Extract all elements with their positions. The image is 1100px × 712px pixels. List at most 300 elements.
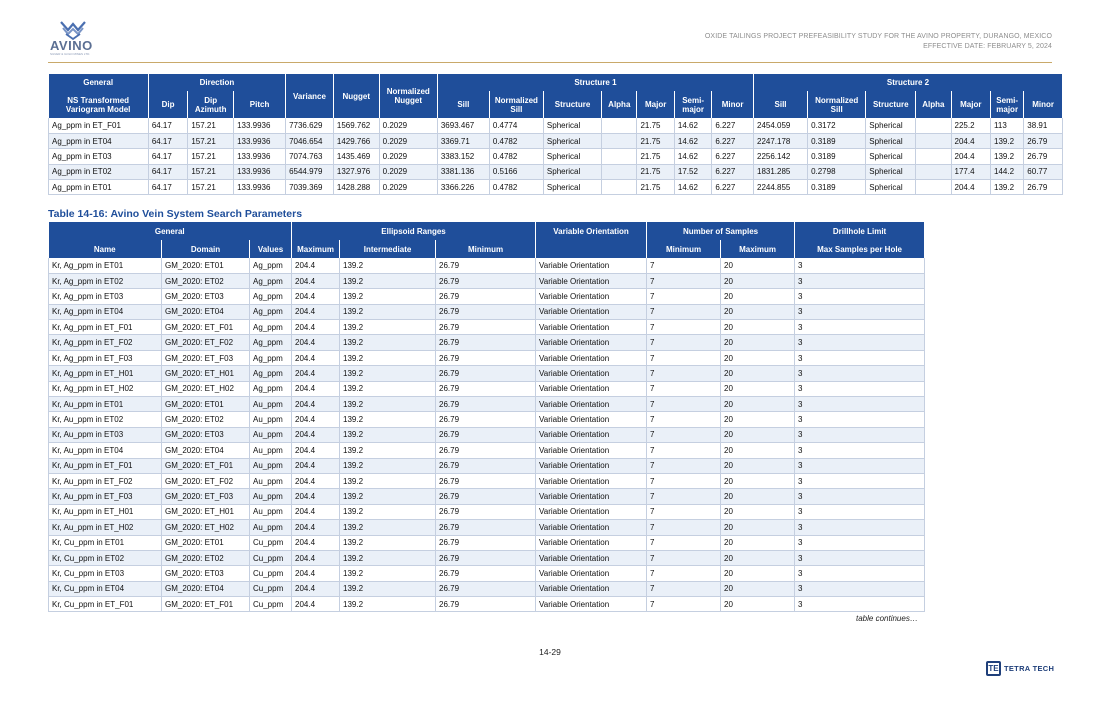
table-cell: 0.4782 xyxy=(489,180,543,195)
table-cell: Spherical xyxy=(543,149,601,164)
table-cell: 20 xyxy=(721,489,795,504)
col-values: Values xyxy=(250,240,292,258)
table-cell: GM_2020: ET_F02 xyxy=(162,335,250,350)
table-cell: 26.79 xyxy=(436,258,536,273)
table-cell: 139.2 xyxy=(340,320,436,335)
table-cell: 0.2798 xyxy=(808,164,866,179)
table-cell: 139.2 xyxy=(340,273,436,288)
table-cell: GM_2020: ET_F01 xyxy=(162,597,250,612)
col-s1-structure: Structure xyxy=(543,91,601,118)
table-cell: 139.2 xyxy=(340,550,436,565)
table-cell: 157.21 xyxy=(188,164,234,179)
table-cell: 204.4 xyxy=(292,550,340,565)
table-cell: 0.2029 xyxy=(379,118,437,133)
table-cell: 7 xyxy=(647,550,721,565)
table-cell: GM_2020: ET02 xyxy=(162,412,250,427)
table-cell: Au_ppm xyxy=(250,473,292,488)
table-cell: Variable Orientation xyxy=(536,289,647,304)
table-cell: Variable Orientation xyxy=(536,443,647,458)
col-s2-minor: Minor xyxy=(1024,91,1063,118)
table-row xyxy=(49,504,925,519)
table-row xyxy=(49,258,925,273)
col-name: Name xyxy=(49,240,162,258)
table-row xyxy=(49,149,1063,164)
table-cell: 204.4 xyxy=(292,443,340,458)
table-cell: Cu_ppm xyxy=(250,581,292,596)
table-cell: 139.2 xyxy=(340,566,436,581)
table-cell: Au_ppm xyxy=(250,412,292,427)
table-cell: 204.4 xyxy=(292,597,340,612)
table-cell xyxy=(916,133,951,148)
table-cell: Spherical xyxy=(543,164,601,179)
table-cell: Kr, Ag_ppm in ET_H01 xyxy=(49,366,162,381)
table-cell: Kr, Ag_ppm in ET03 xyxy=(49,289,162,304)
table-cell: GM_2020: ET_H02 xyxy=(162,381,250,396)
table-cell: 139.2 xyxy=(340,366,436,381)
table-cell: 139.2 xyxy=(340,473,436,488)
table-cell xyxy=(602,164,637,179)
table-cell: Variable Orientation xyxy=(536,273,647,288)
table-row xyxy=(49,535,925,550)
table-cell xyxy=(602,118,637,133)
table-cell: GM_2020: ET01 xyxy=(162,258,250,273)
table-cell: Kr, Cu_ppm in ET01 xyxy=(49,535,162,550)
table-cell: 204.4 xyxy=(292,504,340,519)
table-cell: 2454.059 xyxy=(754,118,808,133)
table-cell: 26.79 xyxy=(436,304,536,319)
table-cell: 139.2 xyxy=(340,535,436,550)
table-cell: Variable Orientation xyxy=(536,412,647,427)
group-direction: Direction xyxy=(148,74,285,91)
table-cell: Kr, Ag_ppm in ET_F03 xyxy=(49,350,162,365)
table-cell: Ag_ppm xyxy=(250,258,292,273)
table-cell: 204.4 xyxy=(292,489,340,504)
table-cell: Au_ppm xyxy=(250,397,292,412)
table-cell: 3 xyxy=(795,473,925,488)
avino-logo-icon xyxy=(58,18,88,40)
table-cell: 7 xyxy=(647,335,721,350)
table-cell: Au_ppm xyxy=(250,489,292,504)
table-cell: Variable Orientation xyxy=(536,458,647,473)
table-cell: 204.4 xyxy=(292,350,340,365)
col-s1-normalized-sill: Normalized Sill xyxy=(489,91,543,118)
group-structure-2: Structure 2 xyxy=(754,74,1063,91)
table-cell: 7736.629 xyxy=(286,118,334,133)
table-cell: Kr, Cu_ppm in ET03 xyxy=(49,566,162,581)
table-cell: 133.9936 xyxy=(234,180,286,195)
table-cell: 26.79 xyxy=(436,289,536,304)
col-minimum: Minimum xyxy=(436,240,536,258)
table-cell: 7 xyxy=(647,566,721,581)
table-cell: 204.4 xyxy=(292,427,340,442)
table-cell: 7074.763 xyxy=(286,149,334,164)
table-cell: 204.4 xyxy=(292,581,340,596)
table-cell: 157.21 xyxy=(188,149,234,164)
table-cell: 204.4 xyxy=(292,566,340,581)
table-cell: 3 xyxy=(795,550,925,565)
table-cell: Variable Orientation xyxy=(536,320,647,335)
table-cell: 7 xyxy=(647,458,721,473)
table-cell: 139.2 xyxy=(340,458,436,473)
table-cell: 3 xyxy=(795,320,925,335)
table-cell: Ag_ppm in ET01 xyxy=(49,180,149,195)
logo-subtitle: SILVER & GOLD MINES LTD. xyxy=(50,52,91,56)
table2-caption: Table 14-16: Avino Vein System Search Parameters xyxy=(48,208,303,220)
table-cell: Spherical xyxy=(866,149,916,164)
table-cell: GM_2020: ET03 xyxy=(162,289,250,304)
table-cell: Variable Orientation xyxy=(536,397,647,412)
table-cell: 204.4 xyxy=(292,381,340,396)
table-cell: Au_ppm xyxy=(250,520,292,535)
table-cell: 26.79 xyxy=(436,504,536,519)
table-cell: 157.21 xyxy=(188,180,234,195)
table-cell: 3 xyxy=(795,273,925,288)
table-cell: 157.21 xyxy=(188,133,234,148)
table-cell: Spherical xyxy=(866,118,916,133)
col-s2-semi-major: Semi-major xyxy=(991,91,1024,118)
group-number-of-samples: Number of Samples xyxy=(647,222,795,240)
col-s1-alpha: Alpha xyxy=(602,91,637,118)
table-cell: 20 xyxy=(721,535,795,550)
table-cell: 3 xyxy=(795,258,925,273)
col-s2-major: Major xyxy=(951,91,991,118)
table-cell: Variable Orientation xyxy=(536,566,647,581)
table-cell: 0.2029 xyxy=(379,149,437,164)
table-cell: 204.4 xyxy=(292,304,340,319)
table-cell: 26.79 xyxy=(436,581,536,596)
tetra-tech-mark-icon: TE xyxy=(986,661,1001,676)
table-cell: 3366.226 xyxy=(437,180,489,195)
table-row xyxy=(49,397,925,412)
table-cell: Variable Orientation xyxy=(536,381,647,396)
table-cell: 26.79 xyxy=(436,520,536,535)
table-cell: 26.79 xyxy=(436,566,536,581)
table-cell: 20 xyxy=(721,289,795,304)
table-cell: 3381.136 xyxy=(437,164,489,179)
table-cell: 0.3189 xyxy=(808,149,866,164)
col-s1-semi-major: Semi-major xyxy=(674,91,711,118)
table-cell: 26.79 xyxy=(436,443,536,458)
table-row xyxy=(49,118,1063,133)
col-max-samples-per-hole: Max Samples per Hole xyxy=(795,240,925,258)
table-row xyxy=(49,381,925,396)
table-cell: Variable Orientation xyxy=(536,550,647,565)
table-row xyxy=(49,597,925,612)
company-logo xyxy=(46,18,106,60)
table-cell: 1569.762 xyxy=(333,118,379,133)
table-cell xyxy=(916,149,951,164)
table-cell: 7 xyxy=(647,520,721,535)
table-cell: 21.75 xyxy=(637,118,674,133)
table-cell: 20 xyxy=(721,412,795,427)
table-row xyxy=(49,489,925,504)
table-cell: Au_ppm xyxy=(250,443,292,458)
table-cell: 204.4 xyxy=(292,412,340,427)
table-cell: 21.75 xyxy=(637,164,674,179)
table-cell: 20 xyxy=(721,335,795,350)
table-cell: Spherical xyxy=(866,180,916,195)
table-cell: 3 xyxy=(795,304,925,319)
table-cell: Kr, Au_ppm in ET_F03 xyxy=(49,489,162,504)
table-cell: GM_2020: ET_H01 xyxy=(162,504,250,519)
table-cell: 2247.178 xyxy=(754,133,808,148)
table-row xyxy=(49,427,925,442)
table-cell: 7 xyxy=(647,350,721,365)
tetra-tech-logo xyxy=(986,661,1054,676)
table-cell: 26.79 xyxy=(1024,133,1063,148)
table-cell: 6.227 xyxy=(712,149,754,164)
table-cell: Ag_ppm xyxy=(250,366,292,381)
table-cell: Ag_ppm xyxy=(250,381,292,396)
table-cell: 3 xyxy=(795,427,925,442)
table-cell: 7 xyxy=(647,443,721,458)
table-cell: Cu_ppm xyxy=(250,550,292,565)
table-row xyxy=(49,350,925,365)
col-domain: Domain xyxy=(162,240,250,258)
table-cell: Variable Orientation xyxy=(536,581,647,596)
table-cell: Kr, Cu_ppm in ET_F01 xyxy=(49,597,162,612)
table-cell: 204.4 xyxy=(292,535,340,550)
table-cell: Kr, Ag_ppm in ET04 xyxy=(49,304,162,319)
col-s2-sill: Sill xyxy=(754,91,808,118)
table-cell: Variable Orientation xyxy=(536,366,647,381)
table-cell: 20 xyxy=(721,550,795,565)
table-cell: Cu_ppm xyxy=(250,535,292,550)
table-cell: 139.2 xyxy=(340,504,436,519)
table-cell: 7 xyxy=(647,427,721,442)
table-cell: 204.4 xyxy=(951,149,991,164)
table-cell: 3 xyxy=(795,597,925,612)
table2-column-header-row xyxy=(49,240,925,258)
table-cell: 26.79 xyxy=(436,458,536,473)
table1-column-header-row xyxy=(49,91,1063,118)
table-cell: Ag_ppm xyxy=(250,335,292,350)
table-cell: 17.52 xyxy=(674,164,711,179)
table-cell: Variable Orientation xyxy=(536,350,647,365)
table-cell: 204.4 xyxy=(292,520,340,535)
table-row xyxy=(49,520,925,535)
table-cell xyxy=(602,149,637,164)
table-cell: 3 xyxy=(795,412,925,427)
table-cell: 38.91 xyxy=(1024,118,1063,133)
table-cell: 139.2 xyxy=(340,350,436,365)
table-cell: 204.4 xyxy=(292,289,340,304)
table-cell: Spherical xyxy=(866,164,916,179)
table-cell: GM_2020: ET02 xyxy=(162,550,250,565)
table-cell: 139.2 xyxy=(340,381,436,396)
table-cell: 3 xyxy=(795,397,925,412)
table-cell: 139.2 xyxy=(340,489,436,504)
table-cell: 204.4 xyxy=(951,133,991,148)
table-cell: 6544.979 xyxy=(286,164,334,179)
table-cell: Kr, Ag_ppm in ET02 xyxy=(49,273,162,288)
table-cell: 3 xyxy=(795,366,925,381)
table-cell: 3 xyxy=(795,335,925,350)
table-cell: 64.17 xyxy=(148,133,188,148)
table-cell: 20 xyxy=(721,520,795,535)
table-cell: Ag_ppm xyxy=(250,289,292,304)
col-s1-sill: Sill xyxy=(437,91,489,118)
table-cell: 204.4 xyxy=(292,366,340,381)
table-cell: Variable Orientation xyxy=(536,304,647,319)
table-cell: GM_2020: ET_H02 xyxy=(162,520,250,535)
table-cell: 21.75 xyxy=(637,180,674,195)
table-cell: 7 xyxy=(647,381,721,396)
table-cell: 20 xyxy=(721,473,795,488)
table-cell: 7046.654 xyxy=(286,133,334,148)
table-cell: 14.62 xyxy=(674,133,711,148)
table-cell: 3 xyxy=(795,504,925,519)
col-pitch: Pitch xyxy=(234,91,286,118)
table-cell: 26.79 xyxy=(436,412,536,427)
table-cell: 26.79 xyxy=(436,550,536,565)
page-number: 14-29 xyxy=(539,647,561,657)
table-row xyxy=(49,164,1063,179)
table-cell: Spherical xyxy=(543,180,601,195)
col-dip: Dip xyxy=(148,91,188,118)
table-cell: 3693.467 xyxy=(437,118,489,133)
table-cell: 3369.71 xyxy=(437,133,489,148)
table-cell: Cu_ppm xyxy=(250,597,292,612)
table-cell: 7039.369 xyxy=(286,180,334,195)
table-cell: Kr, Au_ppm in ET04 xyxy=(49,443,162,458)
table-cell: 7 xyxy=(647,597,721,612)
table-cell: 204.4 xyxy=(292,273,340,288)
table-cell: Cu_ppm xyxy=(250,566,292,581)
table-cell xyxy=(602,180,637,195)
table-cell: Variable Orientation xyxy=(536,597,647,612)
table-cell: 26.79 xyxy=(436,427,536,442)
table-cell: Spherical xyxy=(543,133,601,148)
col-s2-alpha: Alpha xyxy=(916,91,951,118)
table-cell: 7 xyxy=(647,581,721,596)
variogram-table xyxy=(48,74,1063,195)
table-cell: 1428.288 xyxy=(333,180,379,195)
table-cell: GM_2020: ET01 xyxy=(162,397,250,412)
table-cell: 139.2 xyxy=(991,180,1024,195)
table-cell: 0.3189 xyxy=(808,180,866,195)
table-cell: 26.79 xyxy=(436,381,536,396)
table-cell: GM_2020: ET_F01 xyxy=(162,458,250,473)
table-cell: Spherical xyxy=(543,118,601,133)
table-cell: GM_2020: ET01 xyxy=(162,535,250,550)
col-normalized-nugget: Normalized Nugget xyxy=(379,74,437,118)
table-cell: 7 xyxy=(647,489,721,504)
table-cell: Kr, Au_ppm in ET03 xyxy=(49,427,162,442)
table-cell: Variable Orientation xyxy=(536,520,647,535)
table-cell: 7 xyxy=(647,473,721,488)
table-cell: GM_2020: ET_F03 xyxy=(162,350,250,365)
document-header xyxy=(705,32,1052,52)
table-cell: 20 xyxy=(721,397,795,412)
table-cell: 7 xyxy=(647,320,721,335)
table-cell: 204.4 xyxy=(292,397,340,412)
table-cell: 3383.152 xyxy=(437,149,489,164)
table-cell: 0.5166 xyxy=(489,164,543,179)
table-cell: 1327.976 xyxy=(333,164,379,179)
table-cell: 0.2029 xyxy=(379,164,437,179)
table-cell: 139.2 xyxy=(340,258,436,273)
table-cell: Kr, Au_ppm in ET_F01 xyxy=(49,458,162,473)
tetra-tech-name: TETRA TECH xyxy=(1004,664,1055,673)
table-cell: 64.17 xyxy=(148,180,188,195)
table-cell: 20 xyxy=(721,366,795,381)
table-cell: 20 xyxy=(721,304,795,319)
table-cell: Au_ppm xyxy=(250,504,292,519)
table-cell: 139.2 xyxy=(340,289,436,304)
table-cell: Ag_ppm in ET03 xyxy=(49,149,149,164)
table-cell: 177.4 xyxy=(951,164,991,179)
table-cell: 20 xyxy=(721,581,795,596)
table-cell: GM_2020: ET_F02 xyxy=(162,473,250,488)
table-cell: 139.2 xyxy=(340,397,436,412)
col-dip-azimuth: Dip Azimuth xyxy=(188,91,234,118)
table-cell: GM_2020: ET_F01 xyxy=(162,320,250,335)
table-cell: 139.2 xyxy=(991,133,1024,148)
effective-date: EFFECTIVE DATE: FEBRUARY 5, 2024 xyxy=(923,43,1052,50)
table-cell: 139.2 xyxy=(991,149,1024,164)
table-cell: Ag_ppm in ET_F01 xyxy=(49,118,149,133)
table-cell: 26.79 xyxy=(436,335,536,350)
table1-group-header-row xyxy=(49,74,1063,91)
table-cell: 3 xyxy=(795,520,925,535)
table-cell: Spherical xyxy=(866,133,916,148)
table-cell: 7 xyxy=(647,412,721,427)
table-cell: 3 xyxy=(795,566,925,581)
table-cell: 7 xyxy=(647,366,721,381)
table-cell: 64.17 xyxy=(148,149,188,164)
table-cell: 20 xyxy=(721,443,795,458)
table-cell: 20 xyxy=(721,320,795,335)
table-cell: 0.2029 xyxy=(379,180,437,195)
table-row xyxy=(49,273,925,288)
table-cell: 0.4782 xyxy=(489,133,543,148)
table-cell: 20 xyxy=(721,258,795,273)
table-row xyxy=(49,133,1063,148)
table-cell: GM_2020: ET04 xyxy=(162,443,250,458)
table-cell: 0.4782 xyxy=(489,149,543,164)
table-cell xyxy=(916,180,951,195)
table-cell: 7 xyxy=(647,273,721,288)
table-cell: 113 xyxy=(991,118,1024,133)
table-cell: GM_2020: ET04 xyxy=(162,304,250,319)
table-cell: Kr, Ag_ppm in ET_F02 xyxy=(49,335,162,350)
table-cell: 144.2 xyxy=(991,164,1024,179)
table-cell: 3 xyxy=(795,458,925,473)
group-structure-1: Structure 1 xyxy=(437,74,753,91)
table-cell: GM_2020: ET03 xyxy=(162,427,250,442)
group-general: General xyxy=(49,74,149,91)
table-row xyxy=(49,412,925,427)
table-row xyxy=(49,366,925,381)
table-cell: 0.3172 xyxy=(808,118,866,133)
table-cell: 20 xyxy=(721,597,795,612)
table-cell: GM_2020: ET03 xyxy=(162,566,250,581)
table-cell: 7 xyxy=(647,304,721,319)
table-cell: 133.9936 xyxy=(234,118,286,133)
group-ellipsoid-ranges: Ellipsoid Ranges xyxy=(292,222,536,240)
col-model: NS Transformed Variogram Model xyxy=(49,91,149,118)
table-cell: Variable Orientation xyxy=(536,489,647,504)
col-variance: Variance xyxy=(286,74,334,118)
table-cell: 1429.766 xyxy=(333,133,379,148)
table-cell: Ag_ppm xyxy=(250,320,292,335)
document-title: OXIDE TAILINGS PROJECT PREFEASIBILITY STUDY FOR THE AVINO PROPERTY, DURANGO, MEXICO xyxy=(704,33,1052,40)
table-cell: 139.2 xyxy=(340,443,436,458)
col-samples-minimum: Minimum xyxy=(647,240,721,258)
table-cell: 14.62 xyxy=(674,118,711,133)
table-cell: 2256.142 xyxy=(754,149,808,164)
